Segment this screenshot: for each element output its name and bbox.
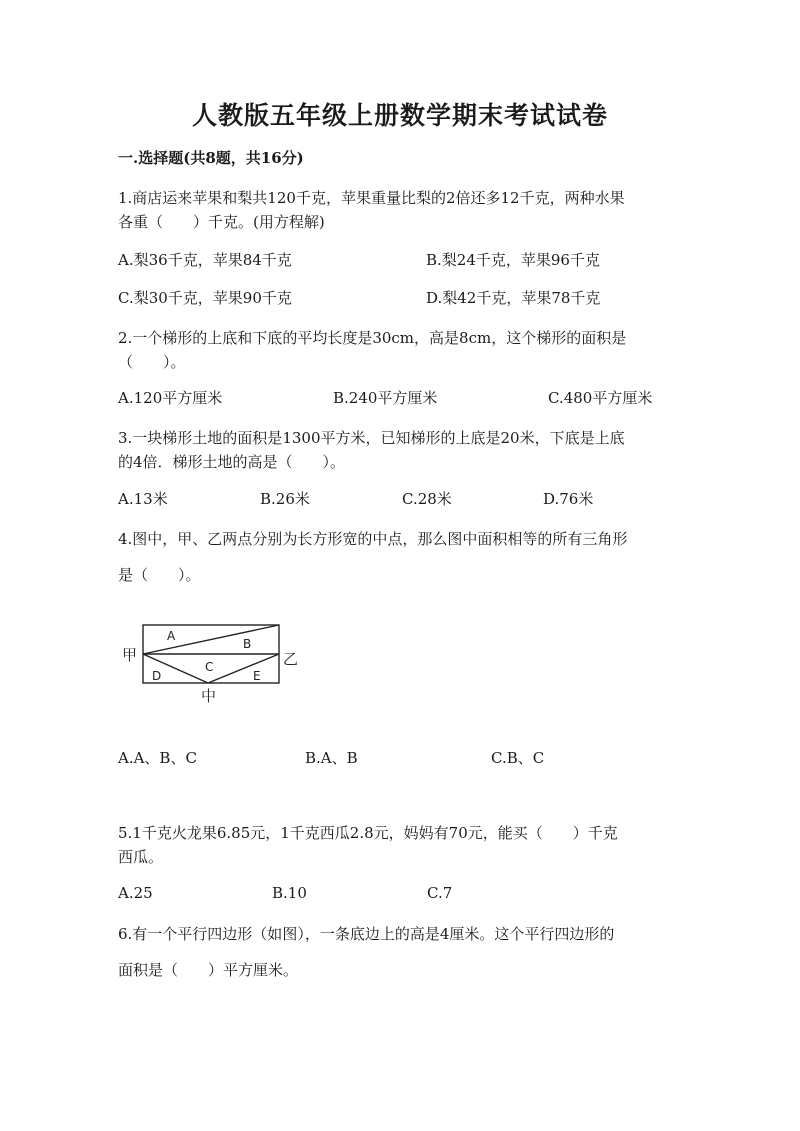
figure-diagonal-line	[143, 625, 279, 654]
figure-label-e: E	[253, 669, 261, 683]
figure-point-yi: 乙	[283, 650, 299, 668]
question-4-option-c[interactable]: C.B、C	[491, 749, 545, 767]
question-2-line-1: 2.一个梯形的上底和下底的平均长度是30cm，高是8cm，这个梯形的面积是	[118, 329, 627, 347]
figure-right-to-bottom-line	[208, 654, 279, 683]
page-title: 人教版五年级上册数学期末考试试卷	[191, 101, 608, 130]
question-3-option-b[interactable]: B.26米	[260, 490, 310, 508]
question-4-line-1: 4.图中，甲、乙两点分别为长方形宽的中点，那么图中面积相等的所有三角形	[118, 530, 628, 548]
question-5-line-1: 5.1千克火龙果6.85元，1千克西瓜2.8元，妈妈有70元，能买（ ）千克	[118, 824, 618, 842]
figure-point-jia: 甲	[122, 646, 138, 664]
figure-label-a: A	[167, 629, 176, 643]
question-3-option-a[interactable]: A.13米	[118, 490, 168, 508]
question-1-line-1: 1.商店运来苹果和梨共120千克，苹果重量比梨的2倍还多12千克，两种水果	[118, 189, 625, 207]
question-5-line-2: 西瓜。	[118, 848, 164, 866]
question-1-line-2: 各重（ ）千克。(用方程解)	[118, 213, 325, 231]
question-5-option-b[interactable]: B.10	[272, 884, 307, 902]
question-2-line-2: （ ）。	[118, 353, 186, 371]
question-3-line-2: 的4倍．梯形土地的高是（ ）。	[118, 453, 346, 471]
question-6-line-2: 面积是（ ）平方厘米。	[118, 961, 299, 979]
question-3-line-1: 3.一块梯形土地的面积是1300平方米，已知梯形的上底是20米，下底是上底	[118, 429, 625, 447]
rectangle-triangle-figure	[118, 615, 308, 710]
question-6-line-1: 6.有一个平行四边形（如图），一条底边上的高是4厘米。这个平行四边形的	[118, 925, 615, 943]
question-2-option-a[interactable]: A.120平方厘米	[118, 389, 223, 407]
question-4-option-b[interactable]: B.A、B	[305, 749, 358, 767]
question-5-option-c[interactable]: C.7	[427, 884, 453, 902]
figure-point-zhong: 中	[201, 687, 217, 705]
question-3-option-d[interactable]: D.76米	[543, 490, 594, 508]
question-1-option-c[interactable]: C.梨30千克，苹果90千克	[118, 289, 292, 307]
question-5-option-a[interactable]: A.25	[118, 884, 153, 902]
figure-label-d: D	[152, 669, 162, 683]
question-3-option-c[interactable]: C.28米	[402, 490, 452, 508]
question-4-option-a[interactable]: A.A、B、C	[118, 749, 197, 767]
figure-label-b: B	[243, 637, 252, 651]
question-1-option-a[interactable]: A.梨36千克，苹果84千克	[118, 251, 292, 269]
question-2-option-b[interactable]: B.240平方厘米	[333, 389, 438, 407]
question-1-option-d[interactable]: D.梨42千克，苹果78千克	[426, 289, 601, 307]
section-heading: 一.选择题(共8题，共16分)	[118, 149, 304, 167]
figure-label-c: C	[205, 660, 214, 674]
question-2-option-c[interactable]: C.480平方厘米	[548, 389, 653, 407]
question-4-line-2: 是（ ）。	[118, 566, 201, 584]
question-1-option-b[interactable]: B.梨24千克，苹果96千克	[426, 251, 600, 269]
